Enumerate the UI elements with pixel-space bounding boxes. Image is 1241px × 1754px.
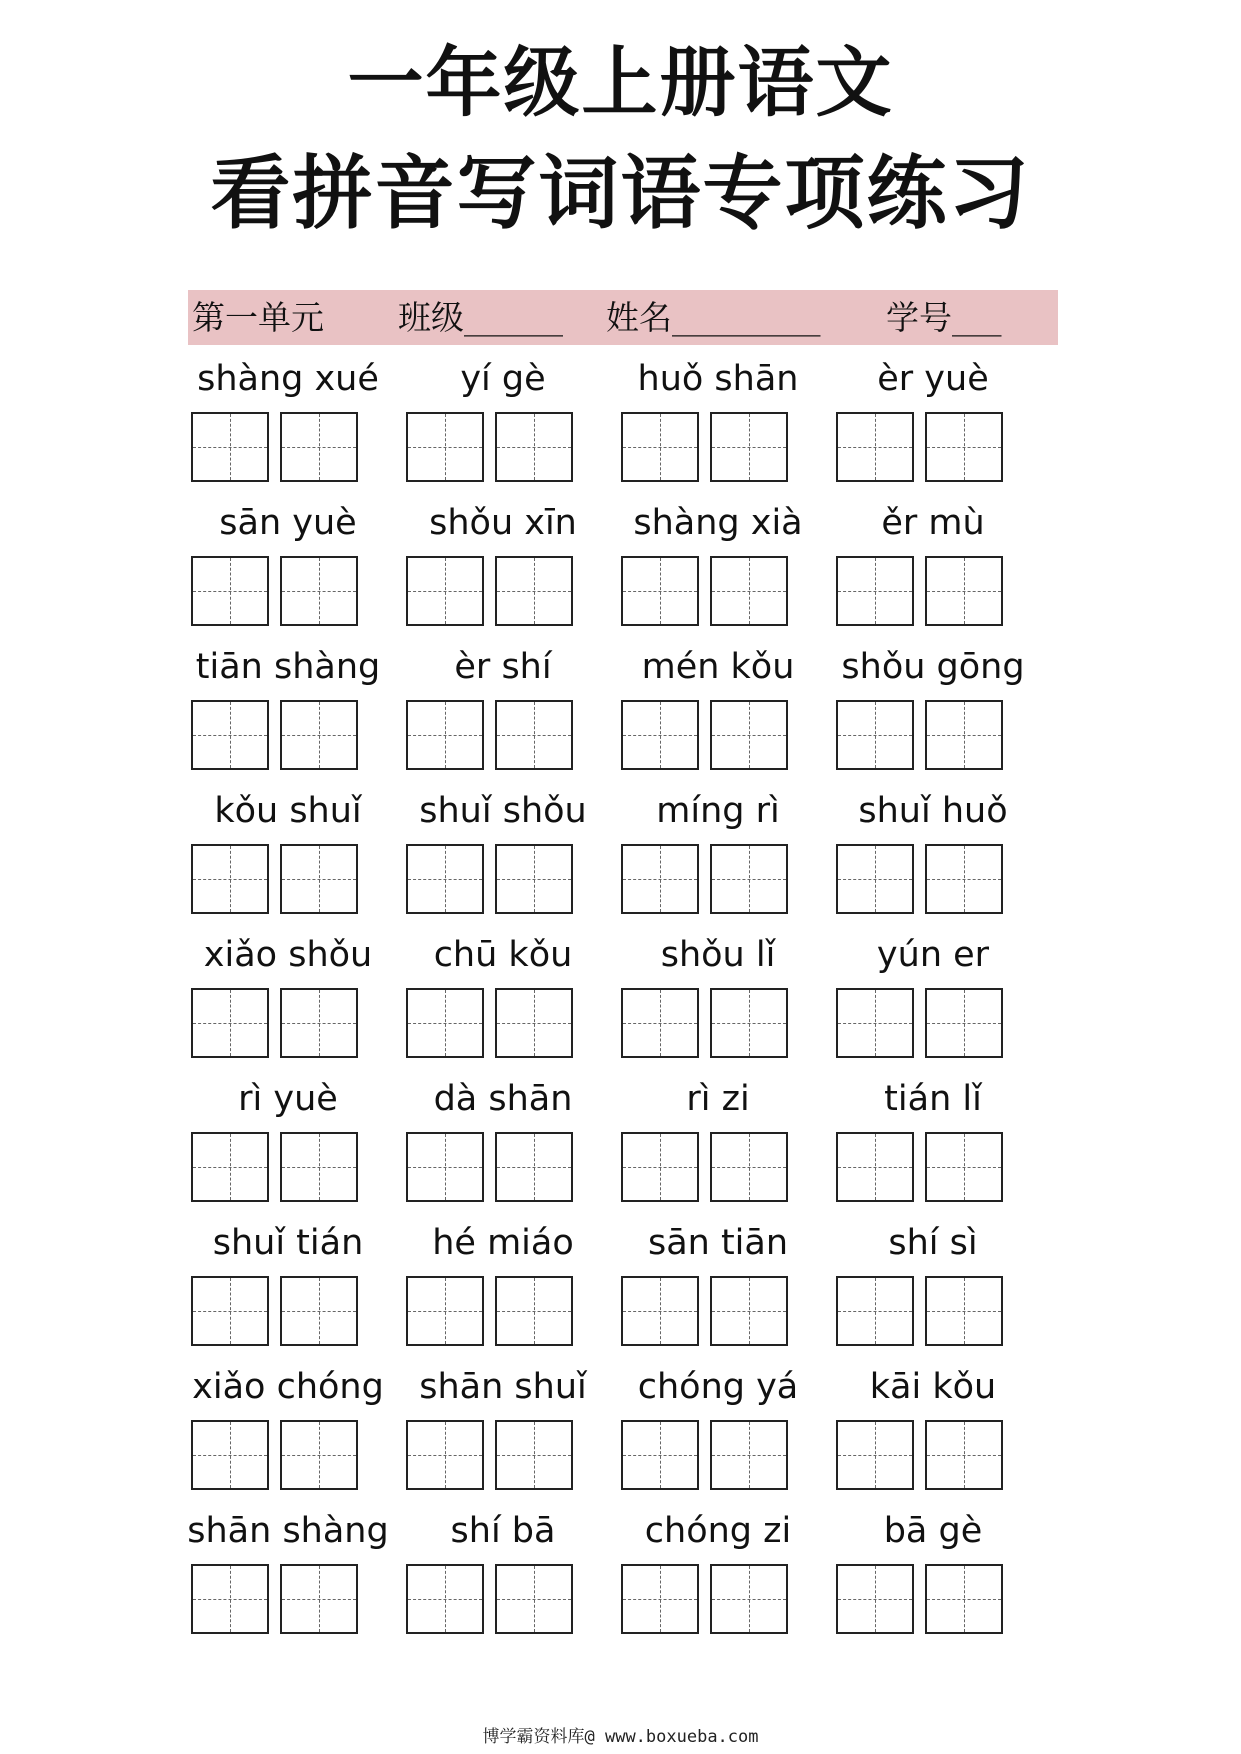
- box-horizontal-guide: [497, 447, 571, 448]
- box-horizontal-guide: [497, 735, 571, 736]
- pinyin-prompt: hé miáo: [432, 1223, 574, 1263]
- exercise-item: [188, 496, 388, 640]
- exercise-item: [833, 1216, 1033, 1360]
- box-horizontal-guide: [623, 1023, 697, 1024]
- character-writing-box-2[interactable]: [710, 1132, 788, 1202]
- character-writing-box-2[interactable]: [925, 700, 1003, 770]
- character-writing-box-1[interactable]: [191, 700, 269, 770]
- character-writing-box-2[interactable]: [710, 1276, 788, 1346]
- pinyin-prompt: xiǎo shǒu: [203, 935, 373, 975]
- exercise-item: [188, 1072, 388, 1216]
- box-horizontal-guide: [408, 879, 482, 880]
- character-writing-box-2[interactable]: [495, 1420, 573, 1490]
- exercise-item: [618, 784, 818, 928]
- box-horizontal-guide: [623, 1599, 697, 1600]
- character-writing-box-1[interactable]: [836, 1132, 914, 1202]
- box-horizontal-guide: [408, 1167, 482, 1168]
- box-horizontal-guide: [927, 1599, 1001, 1600]
- pinyin-prompt: shàng xué: [197, 359, 379, 399]
- exercise-item: [403, 928, 603, 1072]
- box-horizontal-guide: [408, 1311, 482, 1312]
- exercise-item: [833, 784, 1033, 928]
- exercise-row: [188, 640, 1058, 784]
- unit-label: 第一单元: [192, 298, 324, 337]
- pinyin-prompt: shǒu gōng: [841, 647, 1025, 687]
- box-horizontal-guide: [623, 1311, 697, 1312]
- class-field[interactable]: 班级______: [398, 298, 563, 337]
- box-horizontal-guide: [282, 1311, 356, 1312]
- character-writing-box-2[interactable]: [710, 700, 788, 770]
- exercise-item: [833, 496, 1033, 640]
- pinyin-prompt: rì yuè: [238, 1079, 338, 1119]
- box-horizontal-guide: [497, 1455, 571, 1456]
- exercise-row: [188, 496, 1058, 640]
- pinyin-prompt: shuǐ tián: [212, 1223, 364, 1263]
- character-writing-box-1[interactable]: [836, 1276, 914, 1346]
- character-writing-box-1[interactable]: [621, 844, 699, 914]
- pinyin-prompt: shuǐ shǒu: [419, 791, 587, 831]
- character-writing-box-1[interactable]: [836, 988, 914, 1058]
- pinyin-prompt: yí gè: [460, 359, 546, 399]
- box-horizontal-guide: [282, 1455, 356, 1456]
- exercise-item: [403, 352, 603, 496]
- pinyin-prompt: tiān shàng: [195, 647, 381, 687]
- exercise-item: [188, 640, 388, 784]
- exercise-item: [833, 1072, 1033, 1216]
- character-writing-box-1[interactable]: [406, 412, 484, 482]
- student-number-field[interactable]: 学号___: [886, 298, 1002, 337]
- character-writing-box-1[interactable]: [191, 1132, 269, 1202]
- character-writing-box-1[interactable]: [836, 844, 914, 914]
- box-horizontal-guide: [193, 1167, 267, 1168]
- character-writing-box-1[interactable]: [406, 1132, 484, 1202]
- box-horizontal-guide: [712, 1311, 786, 1312]
- character-writing-box-1[interactable]: [621, 556, 699, 626]
- character-writing-box-2[interactable]: [925, 1564, 1003, 1634]
- box-horizontal-guide: [838, 879, 912, 880]
- box-horizontal-guide: [623, 1167, 697, 1168]
- character-writing-box-1[interactable]: [191, 988, 269, 1058]
- exercise-item: [833, 352, 1033, 496]
- character-writing-box-2[interactable]: [925, 844, 1003, 914]
- box-horizontal-guide: [408, 1599, 482, 1600]
- character-writing-box-2[interactable]: [495, 1276, 573, 1346]
- character-writing-box-2[interactable]: [280, 1132, 358, 1202]
- exercise-grid: [188, 352, 1058, 1648]
- pinyin-prompt: chóng zi: [644, 1511, 792, 1551]
- pinyin-prompt: yún er: [876, 935, 990, 975]
- exercise-item: [188, 928, 388, 1072]
- box-horizontal-guide: [193, 447, 267, 448]
- pinyin-prompt: shuǐ huǒ: [858, 791, 1008, 831]
- character-writing-box-2[interactable]: [925, 988, 1003, 1058]
- exercise-item: [188, 784, 388, 928]
- character-writing-box-2[interactable]: [925, 556, 1003, 626]
- box-horizontal-guide: [927, 1311, 1001, 1312]
- character-writing-box-2[interactable]: [710, 988, 788, 1058]
- box-horizontal-guide: [838, 1599, 912, 1600]
- pinyin-prompt: shàng xià: [633, 503, 803, 543]
- pinyin-prompt: shān shuǐ: [419, 1367, 587, 1407]
- box-horizontal-guide: [193, 1599, 267, 1600]
- pinyin-prompt: xiǎo chóng: [192, 1367, 384, 1407]
- box-horizontal-guide: [712, 591, 786, 592]
- character-writing-box-1[interactable]: [621, 1276, 699, 1346]
- box-horizontal-guide: [497, 1311, 571, 1312]
- title-line-1: 一年级上册语文: [347, 38, 894, 127]
- box-horizontal-guide: [193, 1023, 267, 1024]
- pinyin-prompt: tián lǐ: [884, 1079, 982, 1119]
- box-horizontal-guide: [408, 735, 482, 736]
- exercise-item: [618, 1504, 818, 1648]
- exercise-item: [833, 928, 1033, 1072]
- exercise-item: [833, 1360, 1033, 1504]
- exercise-item: [618, 928, 818, 1072]
- pinyin-prompt: kǒu shuǐ: [214, 791, 362, 831]
- box-horizontal-guide: [838, 1167, 912, 1168]
- box-horizontal-guide: [282, 447, 356, 448]
- pinyin-prompt: míng rì: [656, 791, 780, 831]
- box-horizontal-guide: [282, 879, 356, 880]
- box-horizontal-guide: [838, 591, 912, 592]
- box-horizontal-guide: [408, 447, 482, 448]
- box-horizontal-guide: [712, 447, 786, 448]
- character-writing-box-1[interactable]: [191, 556, 269, 626]
- character-writing-box-2[interactable]: [280, 988, 358, 1058]
- box-horizontal-guide: [712, 1167, 786, 1168]
- exercise-row: [188, 1072, 1058, 1216]
- character-writing-box-1[interactable]: [406, 1276, 484, 1346]
- character-writing-box-2[interactable]: [925, 1276, 1003, 1346]
- box-horizontal-guide: [927, 1167, 1001, 1168]
- character-writing-box-1[interactable]: [191, 1564, 269, 1634]
- box-horizontal-guide: [497, 1167, 571, 1168]
- pinyin-prompt: shǒu lǐ: [660, 935, 776, 975]
- exercise-item: [403, 640, 603, 784]
- pinyin-prompt: èr yuè: [877, 359, 989, 399]
- character-writing-box-1[interactable]: [621, 988, 699, 1058]
- exercise-row: [188, 1360, 1058, 1504]
- exercise-item: [618, 496, 818, 640]
- character-writing-box-2[interactable]: [925, 1132, 1003, 1202]
- exercise-row: [188, 1504, 1058, 1648]
- box-horizontal-guide: [712, 735, 786, 736]
- box-horizontal-guide: [838, 1023, 912, 1024]
- pinyin-prompt: sān yuè: [219, 503, 357, 543]
- exercise-item: [833, 1504, 1033, 1648]
- box-horizontal-guide: [282, 735, 356, 736]
- box-horizontal-guide: [193, 1455, 267, 1456]
- character-writing-box-1[interactable]: [406, 844, 484, 914]
- character-writing-box-1[interactable]: [191, 844, 269, 914]
- exercise-item: [403, 784, 603, 928]
- character-writing-box-2[interactable]: [280, 556, 358, 626]
- character-writing-box-1[interactable]: [191, 1276, 269, 1346]
- character-writing-box-1[interactable]: [621, 1564, 699, 1634]
- character-writing-box-1[interactable]: [191, 412, 269, 482]
- exercise-item: [403, 1072, 603, 1216]
- pinyin-prompt: shí bā: [450, 1511, 556, 1551]
- character-writing-box-1[interactable]: [406, 700, 484, 770]
- exercise-row: [188, 352, 1058, 496]
- character-writing-box-1[interactable]: [406, 1420, 484, 1490]
- exercise-item: [618, 1216, 818, 1360]
- character-writing-box-1[interactable]: [621, 700, 699, 770]
- exercise-row: [188, 784, 1058, 928]
- box-horizontal-guide: [712, 1455, 786, 1456]
- exercise-item: [403, 1216, 603, 1360]
- character-writing-box-1[interactable]: [621, 1420, 699, 1490]
- character-writing-box-2[interactable]: [495, 556, 573, 626]
- character-writing-box-2[interactable]: [495, 844, 573, 914]
- box-horizontal-guide: [712, 1599, 786, 1600]
- box-horizontal-guide: [838, 1311, 912, 1312]
- box-horizontal-guide: [712, 879, 786, 880]
- exercise-item: [403, 496, 603, 640]
- student-info-bar: [188, 290, 1058, 345]
- character-writing-box-2[interactable]: [280, 700, 358, 770]
- box-horizontal-guide: [497, 1599, 571, 1600]
- pinyin-prompt: èr shí: [454, 647, 552, 687]
- character-writing-box-2[interactable]: [710, 1564, 788, 1634]
- pinyin-prompt: shān shàng: [187, 1511, 389, 1551]
- box-horizontal-guide: [927, 735, 1001, 736]
- character-writing-box-1[interactable]: [836, 556, 914, 626]
- character-writing-box-2[interactable]: [495, 412, 573, 482]
- character-writing-box-1[interactable]: [836, 1420, 914, 1490]
- character-writing-box-1[interactable]: [836, 700, 914, 770]
- footer-watermark: 博学霸资料库@ www.boxueba.com: [482, 1727, 759, 1747]
- box-horizontal-guide: [927, 1023, 1001, 1024]
- character-writing-box-2[interactable]: [280, 844, 358, 914]
- exercise-item: [618, 640, 818, 784]
- box-horizontal-guide: [927, 1455, 1001, 1456]
- box-horizontal-guide: [408, 1023, 482, 1024]
- character-writing-box-1[interactable]: [836, 412, 914, 482]
- character-writing-box-2[interactable]: [710, 412, 788, 482]
- box-horizontal-guide: [408, 591, 482, 592]
- pinyin-prompt: chóng yá: [637, 1367, 799, 1407]
- character-writing-box-1[interactable]: [406, 1564, 484, 1634]
- exercise-row: [188, 1216, 1058, 1360]
- exercise-item: [833, 640, 1033, 784]
- character-writing-box-1[interactable]: [406, 556, 484, 626]
- character-writing-box-2[interactable]: [925, 412, 1003, 482]
- exercise-item: [403, 1504, 603, 1648]
- box-horizontal-guide: [193, 591, 267, 592]
- pinyin-prompt: mén kǒu: [641, 647, 795, 687]
- box-horizontal-guide: [927, 879, 1001, 880]
- pinyin-prompt: ěr mù: [881, 503, 985, 543]
- character-writing-box-1[interactable]: [191, 1420, 269, 1490]
- box-horizontal-guide: [838, 735, 912, 736]
- character-writing-box-2[interactable]: [280, 1564, 358, 1634]
- character-writing-box-2[interactable]: [495, 1564, 573, 1634]
- pinyin-prompt: shí sì: [888, 1223, 978, 1263]
- exercise-item: [188, 352, 388, 496]
- box-horizontal-guide: [497, 591, 571, 592]
- box-horizontal-guide: [193, 1311, 267, 1312]
- box-horizontal-guide: [623, 735, 697, 736]
- box-horizontal-guide: [712, 1023, 786, 1024]
- pinyin-prompt: kāi kǒu: [869, 1367, 997, 1407]
- box-horizontal-guide: [408, 1455, 482, 1456]
- box-horizontal-guide: [623, 879, 697, 880]
- box-horizontal-guide: [623, 591, 697, 592]
- box-horizontal-guide: [623, 447, 697, 448]
- character-writing-box-2[interactable]: [280, 1276, 358, 1346]
- character-writing-box-1[interactable]: [621, 1132, 699, 1202]
- exercise-row: [188, 928, 1058, 1072]
- character-writing-box-2[interactable]: [280, 412, 358, 482]
- box-horizontal-guide: [927, 591, 1001, 592]
- name-field[interactable]: 姓名_________: [606, 298, 821, 337]
- character-writing-box-2[interactable]: [710, 844, 788, 914]
- character-writing-box-2[interactable]: [710, 1420, 788, 1490]
- box-horizontal-guide: [282, 1599, 356, 1600]
- exercise-item: [618, 1072, 818, 1216]
- pinyin-prompt: shǒu xīn: [429, 503, 577, 543]
- character-writing-box-2[interactable]: [495, 1132, 573, 1202]
- exercise-item: [403, 1360, 603, 1504]
- box-horizontal-guide: [623, 1455, 697, 1456]
- box-horizontal-guide: [282, 1023, 356, 1024]
- pinyin-prompt: bā gè: [883, 1511, 983, 1551]
- pinyin-prompt: sān tiān: [647, 1223, 789, 1263]
- box-horizontal-guide: [193, 879, 267, 880]
- exercise-item: [618, 1360, 818, 1504]
- character-writing-box-2[interactable]: [495, 988, 573, 1058]
- character-writing-box-1[interactable]: [621, 412, 699, 482]
- pinyin-prompt: rì zi: [686, 1079, 750, 1119]
- character-writing-box-1[interactable]: [406, 988, 484, 1058]
- box-horizontal-guide: [497, 879, 571, 880]
- title-line-2: 看拼音写词语专项练习: [210, 147, 1031, 240]
- box-horizontal-guide: [282, 591, 356, 592]
- exercise-item: [188, 1216, 388, 1360]
- character-writing-box-2[interactable]: [925, 1420, 1003, 1490]
- character-writing-box-1[interactable]: [836, 1564, 914, 1634]
- pinyin-prompt: chū kǒu: [433, 935, 573, 975]
- box-horizontal-guide: [497, 1023, 571, 1024]
- exercise-item: [188, 1504, 388, 1648]
- character-writing-box-2[interactable]: [280, 1420, 358, 1490]
- exercise-item: [618, 352, 818, 496]
- pinyin-prompt: dà shān: [433, 1079, 573, 1119]
- character-writing-box-2[interactable]: [495, 700, 573, 770]
- box-horizontal-guide: [193, 735, 267, 736]
- character-writing-box-2[interactable]: [710, 556, 788, 626]
- box-horizontal-guide: [282, 1167, 356, 1168]
- pinyin-prompt: huǒ shān: [637, 359, 799, 399]
- exercise-item: [188, 1360, 388, 1504]
- box-horizontal-guide: [838, 1455, 912, 1456]
- box-horizontal-guide: [927, 447, 1001, 448]
- box-horizontal-guide: [838, 447, 912, 448]
